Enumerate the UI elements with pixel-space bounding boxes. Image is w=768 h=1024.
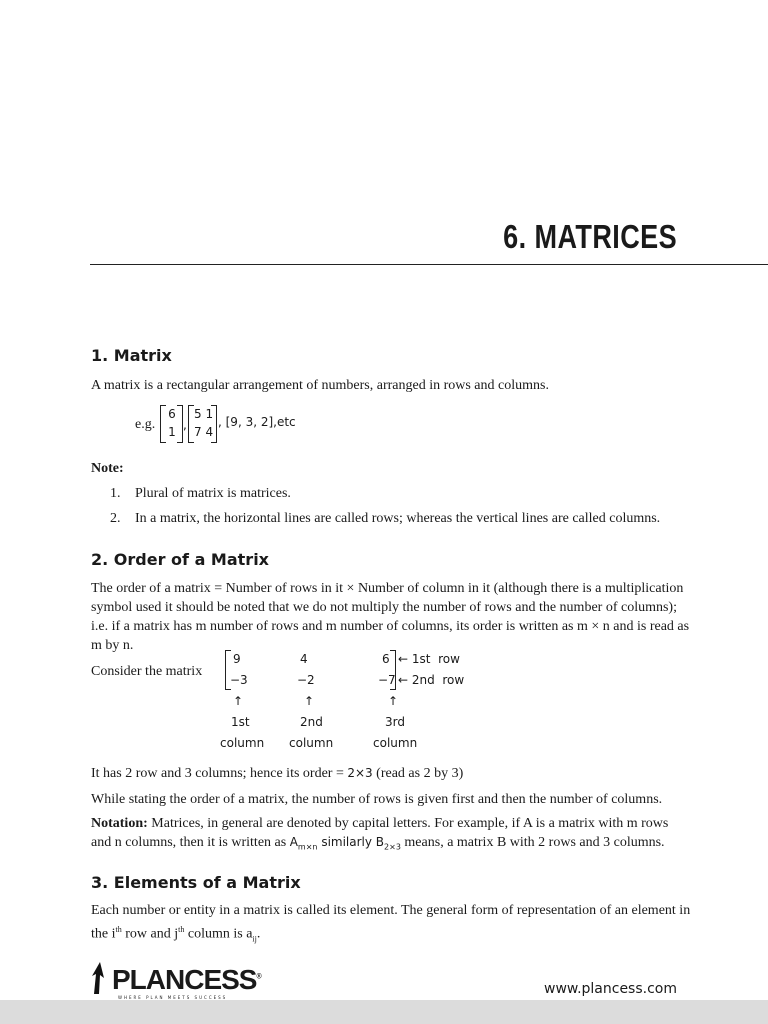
matrix-cell: 9 [233,652,241,666]
column-label: 1st [231,715,250,729]
order-paragraph: The order of a matrix = Number of rows in it × Number of column in it (although there is a multiplication symbol used it should be noted that we do not multiply the number of rows and the number of columns); i.e. if a matrix has m number of rows and m number of columns, its order is written as m × n and is read as m by n. [91,581,690,653]
row-label: ← 2nd row [398,673,465,687]
note-label: Note: [91,461,124,476]
matrix-square-example: 5 1 7 4 [194,407,214,439]
section-2-heading: 2. Order of a Matrix [91,550,269,569]
row-label: ← 1st row [398,652,460,666]
matrix-col-example: 6 1 [168,407,176,439]
footer-band [0,1000,768,1024]
section-3-heading: 3. Elements of a Matrix [91,873,301,892]
column-word: column [373,736,418,750]
up-arrow-icon: ↑ [233,694,244,708]
order-rule: While stating the order of a matrix, the number of rows is given first and then the number of columns. [91,792,663,807]
website-link[interactable]: www.plancess.com [544,981,677,997]
logo-tagline: WHERE PLAN MEETS SUCCESS [118,995,228,1000]
row-matrix-example: , [9, 3, 2],etc [218,415,296,429]
title-divider [90,264,768,265]
matrix-definition: A matrix is a rectangular arrangement of numbers, arranged in rows and columns. [91,378,549,393]
column-label: 3rd [385,715,405,729]
matrix-cell: −7 [378,673,396,687]
elements-paragraph: Each number or entity in a matrix is called its element. The general form of representation of an element in the $i^{th}$ row and $j^{th}$ column is $a_{ij}$. [91,903,691,944]
column-word: column [220,736,265,750]
notation-paragraph: Notation: Matrices, in general are denoted by capital letters. For example, if A is a matrix with m rows and n columns, then it is written as $A_{m\times n}$ similarly $B_{2\times 3}$ means, a matrix B with 2 rows and 3 columns. [91,816,669,852]
plancess-logo: PLANCESS® [90,964,261,996]
matrix-cell: 4 [300,652,308,666]
consider-label: Consider the matrix [91,664,203,679]
chapter-title: 6. MATRICES [503,218,677,255]
up-arrow-icon: ↑ [388,694,399,708]
matrix-cell: −2 [297,673,315,687]
note-item: 1. Plural of matrix is matrices. [110,486,291,501]
order-result: It has 2 row and 3 columns; hence its order = 2×3 (read as 2 by 3) [91,766,464,781]
note-item: 2. In a matrix, the horizontal lines are called rows; whereas the vertical lines are called columns. [110,511,661,526]
column-word: column [289,736,334,750]
up-arrow-icon: ↑ [304,694,315,708]
matrix-cell: 6 [382,652,390,666]
column-label: 2nd [300,715,323,729]
arrow-logo-icon [90,960,112,994]
matrix-cell: −3 [230,673,248,687]
eg-label: e.g. [135,417,156,432]
section-1-heading: 1. Matrix [91,346,172,365]
